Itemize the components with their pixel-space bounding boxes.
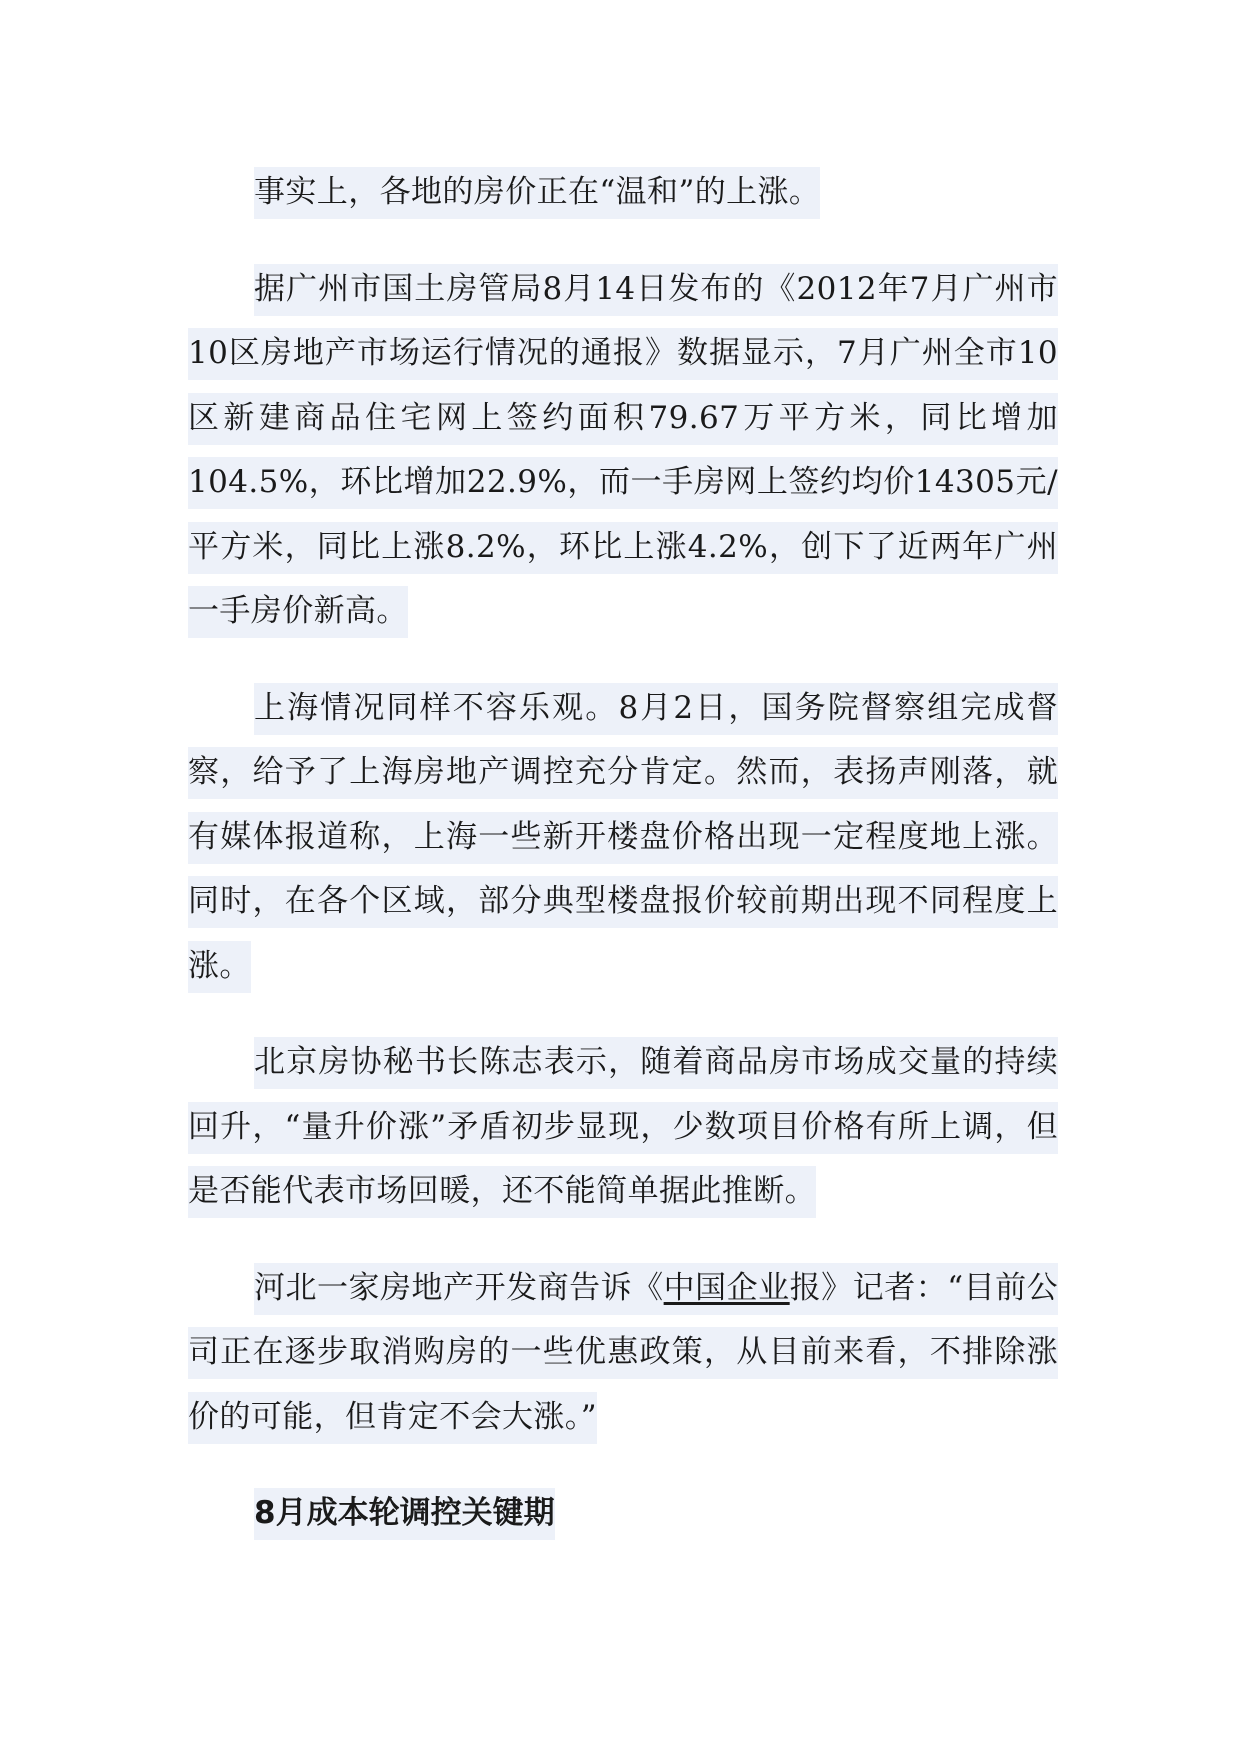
paragraph-hebei-before: 河北一家房地产开发商告诉《 xyxy=(254,1269,664,1306)
section-heading-text: 8月成本轮调控关键期 xyxy=(254,1488,555,1540)
paragraph-shanghai-text: 上海情况同样不容乐观。8月2日，国务院督察组完成督察，给予了上海房地产调控充分肯定。然而，表扬声刚落，就有媒体报道称，上海一些新开楼盘价格出现一定程度地上涨。同时，在各个区域，部分典型楼盘报价较前期出现不同程度上涨。 xyxy=(188,683,1058,993)
section-heading xyxy=(188,1481,1058,1545)
paragraph-guangzhou xyxy=(188,257,1058,644)
document-body xyxy=(188,160,1058,1545)
paragraph-hebei xyxy=(188,1256,1058,1450)
paragraph-beijing-text: 北京房协秘书长陈志表示，随着商品房市场成交量的持续回升，“量升价涨”矛盾初步显现，少数项目价格有所上调，但是否能代表市场回暖，还不能简单据此推断。 xyxy=(188,1037,1058,1218)
paragraph-guangzhou-text: 据广州市国土房管局8月14日发布的《2012年7月广州市10区房地产市场运行情况的通报》数据显示，7月广州全市10区新建商品住宅网上签约面积79.67万平方米，同比增加104.5%，环比增加22.9%，而一手房网上签约均价14305元/平方米，同比上涨8.2%，环比上涨4.2%，创下了近两年广州一手房价新高。 xyxy=(188,264,1058,639)
paragraph-hebei-after: 报》记者：“目前公司正在逐步取消购房的一些优惠政策，从目前来看，不排除涨价的可能，但肯定不会大涨。” xyxy=(188,1269,1058,1435)
china-enterprise-link[interactable]: 中国企业 xyxy=(663,1269,790,1306)
paragraph-intro-text: 事实上，各地的房价正在“温和”的上涨。 xyxy=(254,167,820,219)
paragraph-beijing xyxy=(188,1030,1058,1224)
paragraph-shanghai xyxy=(188,676,1058,999)
paragraph-hebei-text xyxy=(188,1263,1058,1444)
paragraph-intro xyxy=(188,160,1058,225)
